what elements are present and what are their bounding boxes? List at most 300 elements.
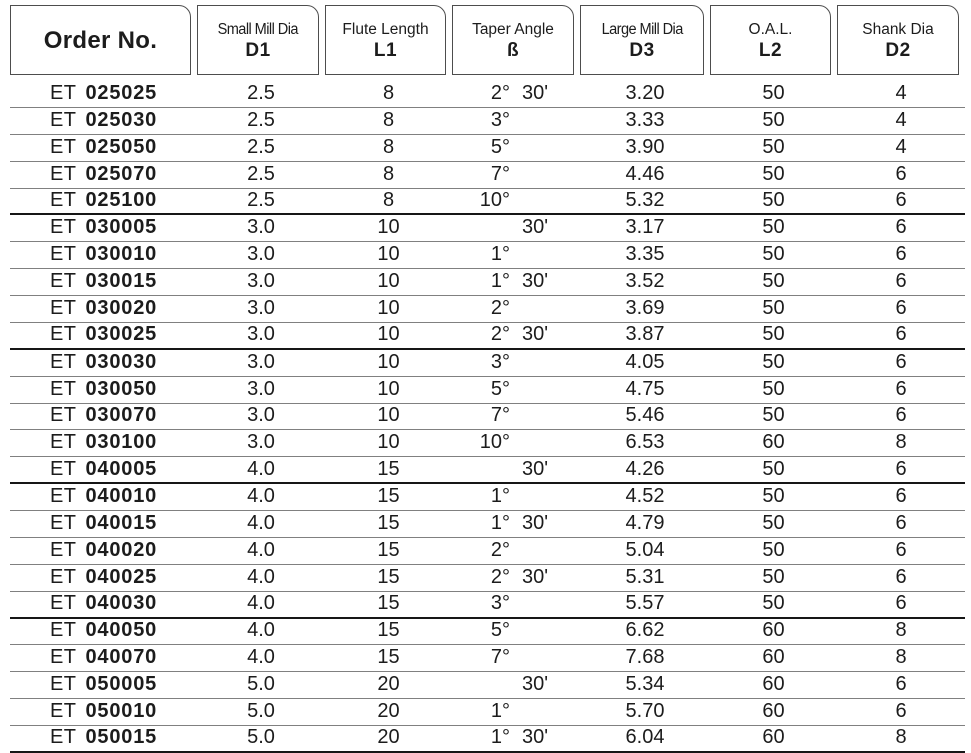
large-mill-dia-cell: 4.05: [625, 350, 665, 373]
order-no-cell: [10, 189, 197, 214]
taper-degrees: 2°: [490, 296, 510, 319]
column-code: D1: [245, 39, 271, 61]
small-mill-dia-cell: 4.0: [247, 485, 275, 508]
order-number: 040015: [85, 511, 158, 534]
taper-angle-cell: [452, 457, 580, 482]
table-row: [10, 269, 965, 296]
order-no-cell: [10, 672, 197, 698]
shank-dia-cell: 8: [895, 619, 907, 642]
order-number: 050010: [85, 700, 158, 723]
small-mill-dia-cell: 3.0: [247, 323, 275, 346]
large-mill-dia-cell: 3.17: [625, 216, 665, 239]
order-no-cell: [10, 296, 197, 322]
shank-dia-cell: 6: [895, 323, 907, 346]
table-row: [10, 645, 965, 672]
order-number: 030015: [85, 270, 158, 293]
large-mill-dia-cell: 5.31: [625, 565, 665, 588]
order-prefix: ET: [49, 216, 77, 239]
small-mill-dia-cell: 5.0: [247, 673, 275, 696]
small-mill-dia-cell: 2.5: [247, 81, 275, 104]
taper-angle-cell: [452, 135, 580, 161]
order-prefix: ET: [49, 323, 77, 346]
order-prefix: ET: [49, 619, 77, 642]
oal-cell: 50: [762, 457, 785, 480]
order-number: 030050: [85, 377, 158, 400]
table-header: [10, 0, 965, 81]
shank-dia-cell: 6: [895, 700, 907, 723]
order-number: 040005: [85, 457, 158, 480]
small-mill-dia-cell: 4.0: [247, 565, 275, 588]
oal-cell: 60: [762, 646, 785, 669]
small-mill-dia-cell: 3.0: [247, 404, 275, 427]
taper-degrees: 2°: [490, 538, 510, 561]
taper-minutes: 30': [522, 457, 549, 480]
taper-degrees: 1°: [490, 700, 510, 723]
order-no-cell: [10, 430, 197, 456]
taper-angle-cell: [452, 377, 580, 403]
order-no-cell: [10, 404, 197, 430]
taper-degrees: 1°: [490, 511, 510, 534]
shank-dia-cell: 4: [895, 81, 907, 104]
oal-cell: 50: [762, 323, 785, 346]
order-number: 030030: [85, 350, 158, 373]
taper-angle-cell: [452, 592, 580, 617]
shank-dia-cell: 6: [895, 404, 907, 427]
order-prefix: ET: [49, 457, 77, 480]
taper-minutes: 30': [522, 565, 549, 588]
order-number: 040030: [85, 592, 158, 615]
column-label: Taper Angle: [472, 20, 554, 38]
order-number: 025030: [85, 108, 158, 131]
taper-angle-cell: [452, 511, 580, 537]
taper-degrees: 10°: [479, 431, 510, 454]
taper-angle-cell: [452, 430, 580, 456]
column-code: D3: [629, 39, 655, 61]
column-label: O.A.L.: [748, 20, 793, 38]
table-row: [10, 189, 965, 216]
large-mill-dia-cell: 3.52: [625, 270, 665, 293]
shank-dia-cell: 6: [895, 377, 907, 400]
oal-cell: 60: [762, 619, 785, 642]
oal-cell: 60: [762, 726, 785, 749]
order-prefix: ET: [49, 81, 77, 104]
large-mill-dia-cell: 3.35: [625, 243, 665, 266]
order-no-cell: [10, 645, 197, 671]
table-body: [10, 81, 965, 753]
flute-length-cell: 8: [382, 81, 395, 104]
order-number: 040010: [85, 485, 158, 508]
order-prefix: ET: [49, 162, 77, 185]
taper-minutes: 30': [522, 726, 549, 749]
small-mill-dia-cell: 3.0: [247, 296, 275, 319]
large-mill-dia-cell: 6.04: [625, 726, 665, 749]
taper-degrees: 3°: [490, 592, 510, 615]
flute-length-cell: 20: [377, 673, 400, 696]
table-row: [10, 430, 965, 457]
order-no-cell: [10, 323, 197, 348]
table-row: [10, 538, 965, 565]
shank-dia-cell: 6: [895, 565, 907, 588]
shank-dia-cell: 4: [895, 108, 907, 131]
order-number: 025100: [85, 188, 158, 211]
shank-dia-cell: 6: [895, 296, 907, 319]
column-label: Small Mill Dia: [217, 20, 299, 38]
order-prefix: ET: [49, 431, 77, 454]
taper-angle-cell: [452, 699, 580, 725]
oal-cell: 50: [762, 538, 785, 561]
order-no-cell: [10, 457, 197, 482]
column-code: D2: [885, 39, 911, 61]
taper-minutes: 30': [522, 323, 549, 346]
large-mill-dia-cell: 5.70: [625, 700, 665, 723]
order-no-cell: [10, 538, 197, 564]
order-no-cell: [10, 108, 197, 134]
taper-angle-cell: [452, 645, 580, 671]
taper-angle-cell: [452, 269, 580, 295]
large-mill-dia-cell: 6.53: [625, 431, 665, 454]
small-mill-dia-cell: 5.0: [247, 726, 275, 749]
order-number: 025050: [85, 135, 158, 158]
column-label: Flute Length: [342, 20, 429, 38]
taper-angle-cell: [452, 726, 580, 751]
order-number: 025025: [85, 81, 158, 104]
shank-dia-cell: 6: [895, 485, 907, 508]
oal-cell: 50: [762, 296, 785, 319]
order-prefix: ET: [49, 646, 77, 669]
order-number: 040020: [85, 538, 158, 561]
oal-cell: 50: [762, 404, 785, 427]
large-mill-dia-cell: 4.79: [625, 511, 665, 534]
small-mill-dia-cell: 2.5: [247, 135, 275, 158]
oal-cell: 60: [762, 431, 785, 454]
large-mill-dia-cell: 5.57: [625, 592, 665, 615]
order-prefix: ET: [49, 511, 77, 534]
table-row: [10, 242, 965, 269]
flute-length-cell: 15: [377, 565, 400, 588]
taper-minutes: 30': [522, 216, 549, 239]
small-mill-dia-cell: 4.0: [247, 646, 275, 669]
order-number: 030100: [85, 431, 158, 454]
taper-degrees: 3°: [490, 350, 510, 373]
taper-degrees: 2°: [490, 323, 510, 346]
table-row: [10, 726, 965, 753]
column-header: [452, 5, 574, 75]
column-header: [580, 5, 704, 75]
column-label: Large Mill Dia: [601, 20, 683, 38]
order-no-cell: [10, 350, 197, 376]
table-row: [10, 484, 965, 511]
taper-degrees: 2°: [490, 565, 510, 588]
table-row: [10, 135, 965, 162]
oal-cell: 60: [762, 700, 785, 723]
table-row: [10, 404, 965, 431]
order-prefix: ET: [49, 565, 77, 588]
flute-length-cell: 8: [382, 108, 395, 131]
oal-cell: 50: [762, 565, 785, 588]
large-mill-dia-cell: 3.90: [625, 135, 665, 158]
column-code: ß: [506, 39, 520, 61]
flute-length-cell: 8: [382, 135, 395, 158]
table-row: [10, 619, 965, 646]
small-mill-dia-cell: 4.0: [247, 619, 275, 642]
oal-cell: 50: [762, 592, 785, 615]
small-mill-dia-cell: 3.0: [247, 377, 275, 400]
taper-degrees: 7°: [490, 646, 510, 669]
taper-angle-cell: [452, 108, 580, 134]
table-row: [10, 672, 965, 699]
order-no-cell: [10, 81, 197, 107]
taper-angle-cell: [452, 484, 580, 510]
taper-angle-cell: [452, 404, 580, 430]
taper-angle-cell: [452, 296, 580, 322]
taper-minutes: 30': [522, 81, 549, 104]
flute-length-cell: 20: [377, 700, 400, 723]
order-no-cell: [10, 565, 197, 591]
flute-length-cell: 10: [377, 431, 400, 454]
flute-length-cell: 10: [377, 350, 400, 373]
large-mill-dia-cell: 5.04: [625, 538, 665, 561]
taper-degrees: 5°: [490, 619, 510, 642]
small-mill-dia-cell: 5.0: [247, 700, 275, 723]
flute-length-cell: 10: [377, 323, 400, 346]
small-mill-dia-cell: 4.0: [247, 592, 275, 615]
small-mill-dia-cell: 2.5: [247, 162, 275, 185]
order-no-cell: [10, 511, 197, 537]
taper-degrees: 5°: [490, 377, 510, 400]
table-row: [10, 565, 965, 592]
column-header: [710, 5, 831, 75]
column-label: Shank Dia: [862, 20, 934, 38]
order-prefix: ET: [49, 538, 77, 561]
order-no-cell: [10, 592, 197, 617]
taper-minutes: 30': [522, 511, 549, 534]
flute-length-cell: 15: [377, 538, 400, 561]
taper-degrees: 5°: [490, 135, 510, 158]
oal-cell: 50: [762, 108, 785, 131]
large-mill-dia-cell: 6.62: [625, 619, 665, 642]
order-prefix: ET: [49, 296, 77, 319]
order-number: 050005: [85, 673, 158, 696]
taper-degrees: 10°: [479, 188, 510, 211]
small-mill-dia-cell: 4.0: [247, 457, 275, 480]
order-prefix: ET: [49, 700, 77, 723]
large-mill-dia-cell: 3.33: [625, 108, 665, 131]
large-mill-dia-cell: 5.46: [625, 404, 665, 427]
table-row: [10, 215, 965, 242]
table-row: [10, 81, 965, 108]
flute-length-cell: 10: [377, 216, 400, 239]
taper-degrees: 3°: [490, 108, 510, 131]
order-number: 030020: [85, 296, 158, 319]
large-mill-dia-cell: 5.34: [625, 673, 665, 696]
taper-minutes: 30': [522, 673, 549, 696]
shank-dia-cell: 8: [895, 646, 907, 669]
table-row: [10, 377, 965, 404]
large-mill-dia-cell: 7.68: [625, 646, 665, 669]
taper-degrees: 7°: [490, 404, 510, 427]
shank-dia-cell: 6: [895, 216, 907, 239]
large-mill-dia-cell: 4.46: [625, 162, 665, 185]
shank-dia-cell: 6: [895, 270, 907, 293]
flute-length-cell: 15: [377, 485, 400, 508]
order-number: 025070: [85, 162, 158, 185]
order-number: 040025: [85, 565, 158, 588]
taper-degrees: 1°: [490, 243, 510, 266]
taper-angle-cell: [452, 565, 580, 591]
order-prefix: ET: [49, 726, 77, 749]
order-number: 030070: [85, 404, 158, 427]
table-row: [10, 108, 965, 135]
column-header: [325, 5, 446, 75]
table-row: [10, 457, 965, 484]
order-number: 030010: [85, 243, 158, 266]
shank-dia-cell: 8: [895, 431, 907, 454]
table-row: [10, 296, 965, 323]
flute-length-cell: 8: [382, 162, 395, 185]
order-no-cell: [10, 619, 197, 645]
order-prefix: ET: [49, 108, 77, 131]
column-label: Order No.: [43, 27, 158, 54]
large-mill-dia-cell: 5.32: [625, 188, 665, 211]
large-mill-dia-cell: 3.87: [625, 323, 665, 346]
small-mill-dia-cell: 3.0: [247, 216, 275, 239]
column-header: [837, 5, 959, 75]
flute-length-cell: 10: [377, 270, 400, 293]
order-prefix: ET: [49, 135, 77, 158]
shank-dia-cell: 6: [895, 457, 907, 480]
large-mill-dia-cell: 3.20: [625, 81, 665, 104]
column-header: [197, 5, 319, 75]
flute-length-cell: 15: [377, 511, 400, 534]
order-no-cell: [10, 135, 197, 161]
small-mill-dia-cell: 3.0: [247, 431, 275, 454]
oal-cell: 50: [762, 377, 785, 400]
table-row: [10, 511, 965, 538]
flute-length-cell: 10: [377, 404, 400, 427]
oal-cell: 50: [762, 350, 785, 373]
taper-angle-cell: [452, 350, 580, 376]
taper-angle-cell: [452, 538, 580, 564]
small-mill-dia-cell: 2.5: [247, 188, 275, 211]
order-prefix: ET: [49, 673, 77, 696]
order-prefix: ET: [49, 350, 77, 373]
order-prefix: ET: [49, 404, 77, 427]
oal-cell: 50: [762, 216, 785, 239]
flute-length-cell: 20: [377, 726, 400, 749]
table-row: [10, 592, 965, 619]
large-mill-dia-cell: 4.75: [625, 377, 665, 400]
shank-dia-cell: 6: [895, 243, 907, 266]
flute-length-cell: 15: [377, 592, 400, 615]
small-mill-dia-cell: 3.0: [247, 270, 275, 293]
shank-dia-cell: 6: [895, 188, 907, 211]
taper-angle-cell: [452, 81, 580, 107]
taper-angle-cell: [452, 323, 580, 348]
shank-dia-cell: 6: [895, 350, 907, 373]
order-number: 040070: [85, 646, 158, 669]
table-row: [10, 162, 965, 189]
small-mill-dia-cell: 3.0: [247, 350, 275, 373]
flute-length-cell: 15: [377, 619, 400, 642]
column-header: [10, 5, 191, 75]
small-mill-dia-cell: 4.0: [247, 511, 275, 534]
oal-cell: 50: [762, 270, 785, 293]
table-row: [10, 350, 965, 377]
large-mill-dia-cell: 4.26: [625, 457, 665, 480]
taper-angle-cell: [452, 189, 580, 214]
order-number: 050015: [85, 726, 158, 749]
flute-length-cell: 8: [382, 188, 395, 211]
taper-angle-cell: [452, 619, 580, 645]
shank-dia-cell: 8: [895, 726, 907, 749]
order-no-cell: [10, 377, 197, 403]
order-prefix: ET: [49, 243, 77, 266]
table-row: [10, 323, 965, 350]
oal-cell: 50: [762, 81, 785, 104]
shank-dia-cell: 4: [895, 135, 907, 158]
table-row: [10, 699, 965, 726]
order-prefix: ET: [49, 377, 77, 400]
order-prefix: ET: [49, 592, 77, 615]
oal-cell: 50: [762, 485, 785, 508]
flute-length-cell: 10: [377, 296, 400, 319]
order-no-cell: [10, 269, 197, 295]
taper-degrees: 2°: [490, 81, 510, 104]
order-prefix: ET: [49, 188, 77, 211]
oal-cell: 50: [762, 188, 785, 211]
shank-dia-cell: 6: [895, 511, 907, 534]
shank-dia-cell: 6: [895, 592, 907, 615]
taper-minutes: 30': [522, 270, 549, 293]
large-mill-dia-cell: 3.69: [625, 296, 665, 319]
flute-length-cell: 10: [377, 243, 400, 266]
oal-cell: 60: [762, 673, 785, 696]
taper-degrees: 1°: [490, 270, 510, 293]
small-mill-dia-cell: 3.0: [247, 243, 275, 266]
flute-length-cell: 15: [377, 457, 400, 480]
order-number: 030005: [85, 216, 158, 239]
taper-degrees: 7°: [490, 162, 510, 185]
shank-dia-cell: 6: [895, 538, 907, 561]
order-number: 040050: [85, 619, 158, 642]
order-prefix: ET: [49, 485, 77, 508]
oal-cell: 50: [762, 243, 785, 266]
taper-angle-cell: [452, 242, 580, 268]
taper-angle-cell: [452, 162, 580, 188]
order-no-cell: [10, 162, 197, 188]
oal-cell: 50: [762, 135, 785, 158]
oal-cell: 50: [762, 511, 785, 534]
taper-angle-cell: [452, 215, 580, 241]
taper-degrees: 1°: [490, 485, 510, 508]
taper-angle-cell: [452, 672, 580, 698]
flute-length-cell: 15: [377, 646, 400, 669]
column-code: L2: [758, 39, 783, 61]
taper-degrees: 1°: [490, 726, 510, 749]
small-mill-dia-cell: 4.0: [247, 538, 275, 561]
flute-length-cell: 10: [377, 377, 400, 400]
order-no-cell: [10, 699, 197, 725]
order-no-cell: [10, 726, 197, 751]
order-no-cell: [10, 242, 197, 268]
shank-dia-cell: 6: [895, 162, 907, 185]
order-no-cell: [10, 484, 197, 510]
shank-dia-cell: 6: [895, 673, 907, 696]
order-prefix: ET: [49, 270, 77, 293]
small-mill-dia-cell: 2.5: [247, 108, 275, 131]
order-no-cell: [10, 215, 197, 241]
column-code: L1: [373, 39, 398, 61]
